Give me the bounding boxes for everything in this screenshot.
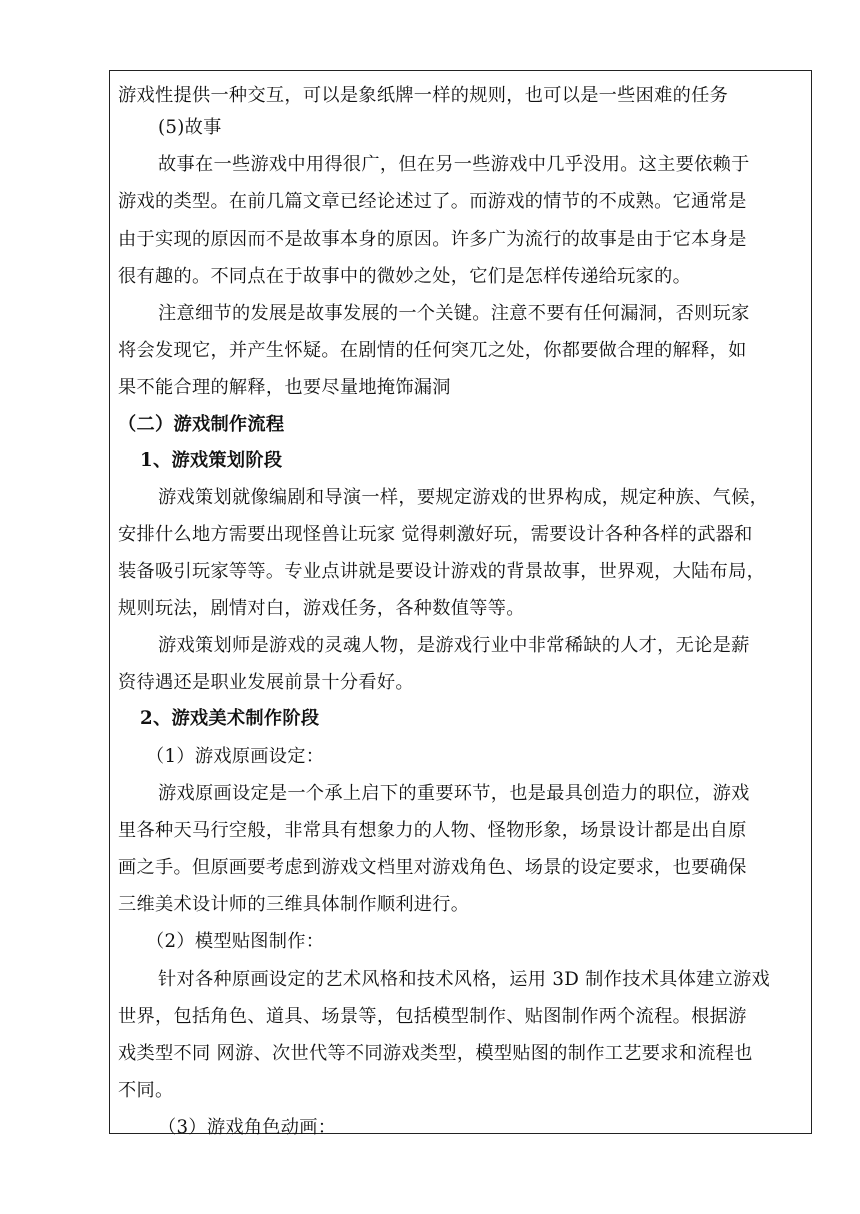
paragraph-line: 里各种天马行空般，非常具有想象力的人物、怪物形象，场景设计都是出自原 [118, 820, 747, 841]
paragraph-line: (5)故事 [158, 117, 222, 138]
paragraph-line: （2）模型贴图制作： [146, 931, 325, 952]
paragraph-line: 游戏性提供一种交互，可以是象纸牌一样的规则，也可以是一些困难的任务 [118, 85, 729, 106]
paragraph-line: 故事在一些游戏中用得很广，但在另一些游戏中几乎没用。这主要依赖于 [158, 154, 750, 175]
paragraph-line: （1）游戏原画设定： [146, 746, 325, 767]
paragraph-line: 规则玩法，剧情对白，游戏任务，各种数值等等。 [118, 598, 525, 619]
paragraph-line: 安排什么地方需要出现怪兽让玩家 觉得刺激好玩，需要设计各种各样的武器和 [118, 524, 753, 545]
paragraph-line: 游戏的类型。在前几篇文章已经论述过了。而游戏的情节的不成熟。它通常是 [118, 191, 747, 212]
paragraph-line: 不同。 [118, 1080, 174, 1101]
paragraph-line: 很有趣的。不同点在于故事中的微妙之处，它们是怎样传递给玩家的。 [118, 266, 692, 287]
paragraph-line: 果不能合理的解释，也要尽量地掩饰漏洞 [118, 377, 451, 398]
paragraph-line: （3）游戏角色动画： [158, 1117, 337, 1138]
paragraph-line: 三维美术设计师的三维具体制作顺利进行。 [118, 894, 470, 915]
paragraph-line: 将会发现它，并产生怀疑。在剧情的任何突兀之处，你都要做合理的解释，如 [118, 340, 747, 361]
paragraph-line: 游戏策划师是游戏的灵魂人物，是游戏行业中非常稀缺的人才，无论是薪 [158, 635, 750, 656]
paragraph-line: 资待遇还是职业发展前景十分看好。 [118, 672, 414, 693]
paragraph-line: 世界，包括角色、道具、场景等，包括模型制作、贴图制作两个流程。根据游 [118, 1006, 747, 1027]
paragraph-line: 游戏策划就像编剧和导演一样，要规定游戏的世界构成，规定种族、气候， [158, 487, 769, 508]
paragraph-line: 注意细节的发展是故事发展的一个关键。注意不要有任何漏洞，否则玩家 [158, 303, 750, 324]
section-heading: 2、游戏美术制作阶段 [140, 708, 320, 729]
section-heading: （二）游戏制作流程 [118, 414, 285, 435]
paragraph-line: 装备吸引玩家等等。专业点讲就是要设计游戏的背景故事，世界观，大陆布局， [118, 561, 766, 582]
paragraph-line: 由于实现的原因而不是故事本身的原因。许多广为流行的故事是由于它本身是 [118, 229, 747, 250]
paragraph-line: 戏类型不同 网游、次世代等不同游戏类型，模型贴图的制作工艺要求和流程也 [118, 1043, 753, 1064]
section-heading: 1、游戏策划阶段 [140, 450, 283, 471]
paragraph-line: 游戏原画设定是一个承上启下的重要环节，也是最具创造力的职位，游戏 [158, 783, 750, 804]
paragraph-line: 针对各种原画设定的艺术风格和技术风格，运用 3D 制作技术具体建立游戏 [158, 969, 771, 990]
paragraph-line: 画之手。但原画要考虑到游戏文档里对游戏角色、场景的设定要求，也要确保 [118, 857, 747, 878]
